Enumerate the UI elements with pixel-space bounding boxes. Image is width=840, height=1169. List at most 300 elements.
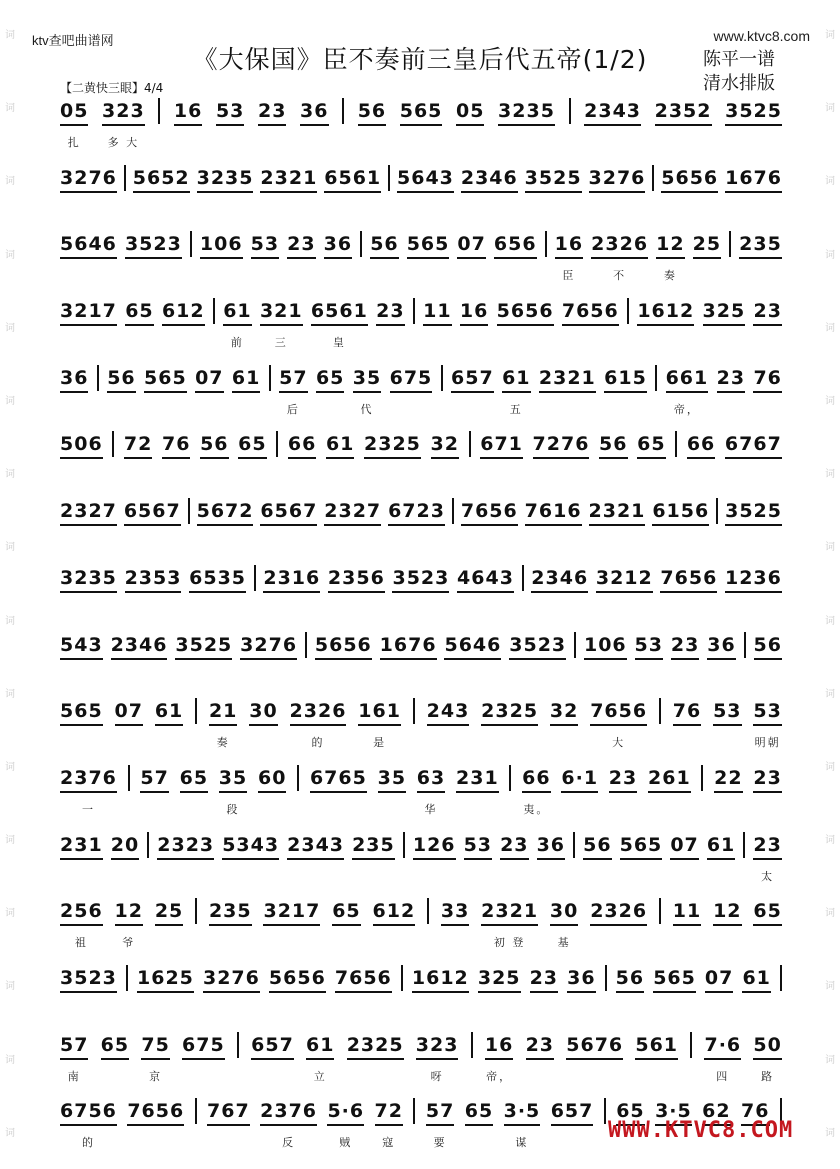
notes: 565 (407, 227, 450, 259)
lyric: 寇 (382, 1136, 396, 1150)
note-group (60, 227, 117, 280)
note-group (485, 1028, 513, 1084)
note-group (725, 561, 782, 614)
watermark-char: 词 (5, 615, 15, 627)
lyric (119, 401, 125, 414)
note-group (400, 94, 443, 147)
notes: 2321 (589, 494, 646, 526)
lyric (442, 467, 448, 480)
notes: 7656 (461, 494, 518, 526)
notes: 3235 (498, 94, 555, 126)
watermark-char: 词 (5, 395, 15, 407)
watermark-char: 词 (5, 322, 15, 334)
note-group (376, 294, 404, 347)
note-group (460, 294, 488, 347)
notes: 66 (522, 761, 550, 793)
lyric (86, 601, 92, 614)
barline (188, 498, 190, 524)
lyric: 谋 (515, 1136, 529, 1150)
lyric (611, 467, 617, 480)
notes: 2343 (287, 828, 344, 860)
note-group (260, 161, 317, 214)
note-group (144, 361, 187, 414)
note-group (219, 761, 247, 817)
lyric (122, 868, 128, 881)
notes: 65 (180, 761, 208, 793)
barline (716, 498, 718, 524)
note-group (604, 361, 647, 414)
note-group (200, 427, 228, 480)
lyric (751, 467, 757, 480)
lyric (487, 201, 493, 214)
lyric (698, 467, 704, 480)
note-group (155, 894, 183, 947)
note-group (326, 427, 354, 480)
lyric (452, 934, 458, 947)
barline (675, 431, 677, 457)
note-group (60, 761, 117, 817)
notes: 2326 (590, 894, 647, 926)
note-group (478, 961, 521, 1014)
lyric (166, 934, 172, 947)
notes: 65 (316, 361, 344, 393)
barline (605, 965, 607, 991)
score-line (60, 961, 782, 1028)
note-group (60, 161, 117, 214)
notes: 61 (223, 294, 251, 326)
score-line (60, 427, 782, 494)
barline (297, 765, 299, 791)
lyric (726, 801, 732, 814)
notes: 75 (141, 1028, 169, 1060)
barline (128, 765, 130, 791)
notes: 2321 (481, 894, 538, 926)
lyric (86, 201, 92, 214)
lyric (79, 668, 85, 681)
notes: 56 (370, 227, 398, 259)
note-group (451, 361, 494, 414)
notes: 36 (567, 961, 595, 993)
notes: 61 (707, 828, 735, 860)
notes: 325 (478, 961, 521, 993)
note-group (60, 294, 117, 347)
note-group (397, 161, 454, 214)
lyric (476, 1134, 482, 1147)
notes: 5656 (269, 961, 326, 993)
notes: 33 (441, 894, 469, 926)
lyric (248, 868, 254, 881)
lyric (728, 401, 734, 414)
note-group (133, 161, 190, 214)
lyric (565, 401, 571, 414)
barline (413, 698, 415, 724)
note-group (465, 1094, 493, 1147)
score-line (60, 694, 782, 761)
notes: 2327 (60, 494, 117, 526)
watermark-char: 词 (825, 908, 835, 920)
lyric (79, 734, 85, 747)
lyric (548, 868, 554, 881)
watermark-char: 词 (5, 542, 15, 554)
notes: 07 (115, 694, 143, 726)
notes: 36 (300, 94, 328, 126)
barline (195, 898, 197, 924)
notes: 23 (526, 1028, 554, 1060)
note-group (115, 894, 143, 950)
note-group (258, 761, 286, 814)
notes: 612 (162, 294, 205, 326)
watermark-char: 词 (5, 1054, 15, 1066)
lyric (269, 801, 275, 814)
note-group (358, 94, 386, 147)
lyric: 贼 (339, 1136, 353, 1150)
watermark-char: 词 (825, 176, 835, 188)
notes: 2376 (60, 761, 117, 793)
barline (195, 698, 197, 724)
lyric (201, 1068, 207, 1081)
notes: 3·5 (504, 1094, 541, 1126)
notes: 3525 (175, 628, 232, 660)
lyric (682, 668, 688, 681)
lyric (725, 734, 731, 747)
note-group (238, 427, 266, 480)
notes: 3235 (60, 561, 117, 593)
notes: 57 (426, 1094, 454, 1126)
note-group (370, 227, 398, 280)
lyric (388, 334, 394, 347)
note-group (725, 494, 782, 547)
lyric (191, 801, 197, 814)
note-group (300, 94, 328, 147)
watermark-char: 词 (825, 103, 835, 115)
lyric: 太 (761, 869, 775, 883)
note-group (670, 828, 698, 881)
notes: 23 (753, 294, 781, 326)
lyric (295, 1001, 301, 1014)
barline (509, 765, 511, 791)
lyric (471, 334, 477, 347)
lyric (382, 267, 388, 280)
lyric (588, 334, 594, 347)
notes: 30 (550, 894, 578, 926)
note-group (754, 628, 782, 681)
notes: 56 (583, 828, 611, 860)
note-group (504, 1094, 541, 1150)
watermark-char: 词 (825, 688, 835, 700)
score-line (60, 1028, 782, 1095)
note-group (498, 94, 555, 147)
lyric (672, 1001, 678, 1014)
note-group (378, 761, 406, 814)
watermark-char: 词 (825, 395, 835, 407)
lyric (718, 868, 724, 881)
lyric: 祖 (74, 936, 88, 950)
notes: 5646 (60, 227, 117, 259)
lyric (603, 668, 609, 681)
note-group (457, 561, 514, 614)
note-group (666, 361, 709, 417)
lyric (751, 201, 757, 214)
note-group (620, 828, 663, 881)
lyric: 奏 (216, 736, 230, 750)
lyric (622, 601, 628, 614)
lyric (163, 401, 169, 414)
note-group (561, 761, 598, 814)
note-group (590, 694, 647, 750)
barline (147, 832, 149, 858)
note-group (335, 961, 392, 1014)
notes: 2325 (347, 1028, 404, 1060)
lyric (431, 868, 437, 881)
lyric: 四 (716, 1069, 730, 1083)
note-group (416, 1028, 459, 1084)
note-group (635, 1028, 678, 1081)
mode-label: 【二黄快三眼】4/4 (60, 81, 164, 95)
watermark-char: 词 (5, 1127, 15, 1139)
lyric (654, 1068, 660, 1081)
lyric (226, 1134, 232, 1147)
lyric (725, 934, 731, 947)
notes: 76 (741, 1094, 769, 1126)
notes: 32 (431, 427, 459, 459)
note-group (464, 828, 492, 881)
barline (469, 431, 471, 457)
lyric (537, 1068, 543, 1081)
notes: 23 (376, 294, 404, 326)
notes: 3276 (203, 961, 260, 993)
note-group (753, 894, 781, 947)
note-group (413, 828, 456, 881)
barline (413, 1098, 415, 1124)
credit-score: 陈平一谱 (703, 49, 775, 70)
barline (729, 231, 731, 257)
notes: 53 (216, 94, 244, 126)
notes: 5672 (197, 494, 254, 526)
barline (690, 1032, 692, 1058)
barline (545, 231, 547, 257)
note-group (589, 161, 646, 214)
lyric (286, 534, 292, 547)
lyric (638, 868, 644, 881)
notes: 07 (195, 361, 223, 393)
lyric (550, 201, 556, 214)
note-group (567, 961, 595, 1014)
note-group (209, 694, 237, 750)
barline (569, 98, 571, 124)
notes: 2323 (157, 828, 214, 860)
note-group (60, 694, 103, 747)
note-group (753, 828, 781, 884)
note-group (392, 561, 449, 614)
barline (701, 765, 703, 791)
lyric: 路 (761, 1069, 775, 1083)
note-group (288, 427, 316, 480)
notes: 565 (653, 961, 696, 993)
notes: 106 (200, 227, 243, 259)
lyric (496, 1001, 502, 1014)
note-group (380, 628, 437, 681)
barline (655, 365, 657, 391)
note-group (444, 628, 501, 681)
notes: 3523 (509, 628, 566, 660)
note-group (310, 761, 367, 814)
watermark-char: 词 (5, 249, 15, 261)
notes: 106 (584, 628, 627, 660)
notes: 1625 (137, 961, 194, 993)
lyric (150, 534, 156, 547)
notes: 5343 (222, 828, 279, 860)
barline (190, 231, 192, 257)
lyric (335, 267, 341, 280)
notes: 23 (287, 227, 315, 259)
lyric (623, 401, 629, 414)
lyric (646, 668, 652, 681)
notes: 76 (753, 361, 781, 393)
lyric: 立 (313, 1069, 327, 1083)
note-group (60, 894, 103, 950)
note-group (125, 561, 182, 614)
note-group (412, 961, 469, 1014)
notes: 53 (251, 227, 279, 259)
note-group (522, 761, 550, 817)
lyric (136, 668, 142, 681)
note-group (209, 894, 252, 947)
watermark-char: 词 (825, 835, 835, 847)
notes: 2326 (290, 694, 347, 726)
lyric (680, 134, 686, 147)
notes: 243 (427, 694, 470, 726)
lyric (86, 534, 92, 547)
barline (276, 431, 278, 457)
notes: 6535 (189, 561, 246, 593)
notes: 56 (616, 961, 644, 993)
lyric (765, 401, 771, 414)
notes: 2321 (260, 161, 317, 193)
site-name-link[interactable]: ktv查吧曲谱网 (32, 33, 114, 48)
lyric (512, 267, 518, 280)
notes: 35 (378, 761, 406, 793)
notes: 7656 (335, 961, 392, 993)
barline (403, 832, 405, 858)
note-group (539, 361, 596, 414)
notes: 1612 (637, 294, 694, 326)
notes: 3235 (197, 161, 254, 193)
note-group (494, 227, 537, 280)
note-group (725, 161, 782, 214)
notes: 56 (754, 628, 782, 660)
lyric (135, 467, 141, 480)
barline (522, 565, 524, 591)
notes: 23 (671, 628, 699, 660)
notes: 3212 (596, 561, 653, 593)
watermark-char: 词 (5, 103, 15, 115)
note-group (222, 828, 279, 881)
lyric (181, 334, 187, 347)
notes: 161 (358, 694, 401, 726)
notes: 5656 (497, 294, 554, 326)
watermark-char: 词 (5, 688, 15, 700)
score-line (60, 294, 782, 361)
note-group (500, 828, 528, 881)
barline (413, 298, 415, 324)
note-group (249, 694, 277, 747)
note-group (427, 694, 470, 747)
lyric (354, 601, 360, 614)
lyric (222, 534, 228, 547)
site-url-link[interactable]: www.ktvc8.com (713, 28, 810, 44)
note-group (502, 361, 530, 417)
note-group (388, 494, 445, 547)
lyric: 反 (282, 1136, 296, 1150)
notes: 53 (464, 828, 492, 860)
lyric (754, 1001, 760, 1014)
barline (652, 165, 654, 191)
lyric (616, 934, 622, 947)
note-group (125, 227, 182, 280)
barline (604, 1098, 606, 1124)
barline (112, 431, 114, 457)
note-group (324, 227, 352, 280)
notes: 36 (324, 227, 352, 259)
lyric (185, 134, 191, 147)
note-group (60, 1094, 117, 1150)
notes: 36 (537, 828, 565, 860)
lyric (243, 401, 249, 414)
notes: 3523 (392, 561, 449, 593)
lyric: 的 (81, 1136, 95, 1150)
note-group (279, 361, 307, 417)
lyric (270, 1068, 276, 1081)
note-group (60, 561, 117, 614)
notes: 66 (288, 427, 316, 459)
note-group (260, 1094, 317, 1150)
notes: 32 (550, 694, 578, 726)
note-group (660, 561, 717, 614)
lyric: 京 (149, 1069, 163, 1083)
note-group (584, 94, 641, 147)
note-group (533, 427, 590, 480)
note-group (306, 1028, 334, 1084)
notes: 6767 (725, 427, 782, 459)
notes: 256 (60, 894, 103, 926)
notes: 235 (352, 828, 395, 860)
lyric (682, 868, 688, 881)
watermark-char: 词 (5, 835, 15, 847)
notes: 35 (219, 761, 247, 793)
notes: 3525 (725, 494, 782, 526)
note-group (260, 494, 317, 547)
notes: 5·6 (327, 1094, 364, 1126)
note-group (375, 1094, 403, 1150)
note-group (200, 227, 243, 280)
note-group (705, 961, 733, 1014)
lyric (751, 534, 757, 547)
lyric: 五 (509, 402, 523, 416)
watermark-char: 词 (825, 542, 835, 554)
watermark-char: 词 (825, 1054, 835, 1066)
note-group (124, 427, 152, 480)
note-group (693, 227, 721, 280)
note-group (481, 894, 538, 950)
score-line (60, 494, 782, 561)
lyric (684, 734, 690, 747)
lyric (219, 267, 225, 280)
watermark-char: 词 (5, 176, 15, 188)
note-group (175, 628, 232, 681)
notes: 323 (102, 94, 145, 126)
notes: 25 (693, 227, 721, 259)
barline (388, 165, 390, 191)
